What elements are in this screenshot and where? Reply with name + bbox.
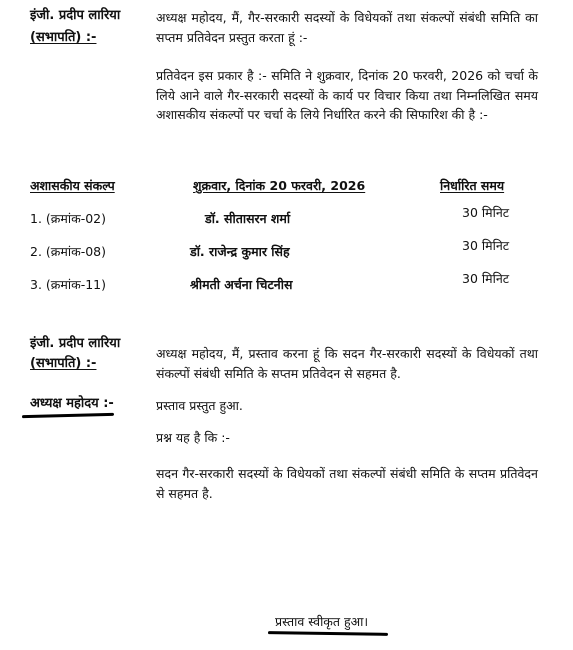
table-header-date: शुक्रवार, दिनांक 20 फरवरी, 2026 bbox=[193, 178, 366, 193]
intro-paragraph: अध्यक्ष महोदय, मैं, गैर-सरकारी सदस्यों के विधेयकों तथा संकल्पों संबंधी समिति का सप्तम प्रतिवेदन प्रस्तुत करता हूं :- bbox=[156, 10, 538, 45]
table-row-number: 1. (क्रमांक-02) bbox=[30, 211, 106, 226]
handwritten-underline bbox=[268, 631, 388, 636]
speaker-name: अध्यक्ष महोदय :- bbox=[30, 396, 114, 411]
table-row-time: 30 मिनिट bbox=[462, 205, 510, 220]
table-header-time: निर्धारित समय bbox=[440, 178, 505, 193]
table-row-time: 30 मिनिट bbox=[462, 271, 510, 286]
handwritten-underline bbox=[22, 413, 114, 418]
report-paragraph: प्रतिवेदन इस प्रकार है :- समिति ने शुक्रवार, दिनांक 20 फरवरी, 2026 को चर्चा के लिये आने वाले गैर-सरकारी सदस्यों के कार्य पर विचार किया तथा निम्नलिखित समय अशासकीय संकल्पों पर चर्चा के लिये निर्धारित करने की सिफारिश की है :- bbox=[156, 68, 538, 122]
table-header-resolution: अशासकीय संकल्प bbox=[30, 178, 115, 193]
speaker-name: इंजी. प्रदीप लारिया bbox=[30, 336, 121, 351]
motion-paragraph: अध्यक्ष महोदय, मैं, प्रस्ताव करना हूं कि सदन गैर-सरकारी सदस्यों के विधेयकों तथा संकल्पों संबंधी समिति के सप्तम प्रतिवेदन से सहमत है. bbox=[156, 346, 538, 381]
question-text: प्रश्न यह है कि :- bbox=[156, 430, 230, 445]
table-row-number: 2. (क्रमांक-08) bbox=[30, 244, 106, 259]
table-row-member: श्रीमती अर्चना चिटनीस bbox=[190, 277, 293, 292]
resolution-paragraph: सदन गैर-सरकारी सदस्यों के विधेयकों तथा संकल्पों संबंधी समिति के सप्तम प्रतिवेदन से सहमत है. bbox=[156, 466, 538, 501]
speaker-role: (सभापति) :- bbox=[30, 30, 97, 45]
speaker-role: (सभापति) :- bbox=[30, 356, 97, 371]
motion-presented-text: प्रस्ताव प्रस्तुत हुआ. bbox=[156, 398, 243, 413]
table-row-number: 3. (क्रमांक-11) bbox=[30, 277, 106, 292]
speaker-name: इंजी. प्रदीप लारिया bbox=[30, 8, 121, 23]
table-row-time: 30 मिनिट bbox=[462, 238, 510, 253]
motion-accepted-text: प्रस्ताव स्वीकृत हुआ। bbox=[275, 614, 369, 629]
table-row-member: डॉ. राजेन्द्र कुमार सिंह bbox=[190, 244, 290, 259]
table-row-member: डॉ. सीतासरन शर्मा bbox=[205, 211, 291, 226]
